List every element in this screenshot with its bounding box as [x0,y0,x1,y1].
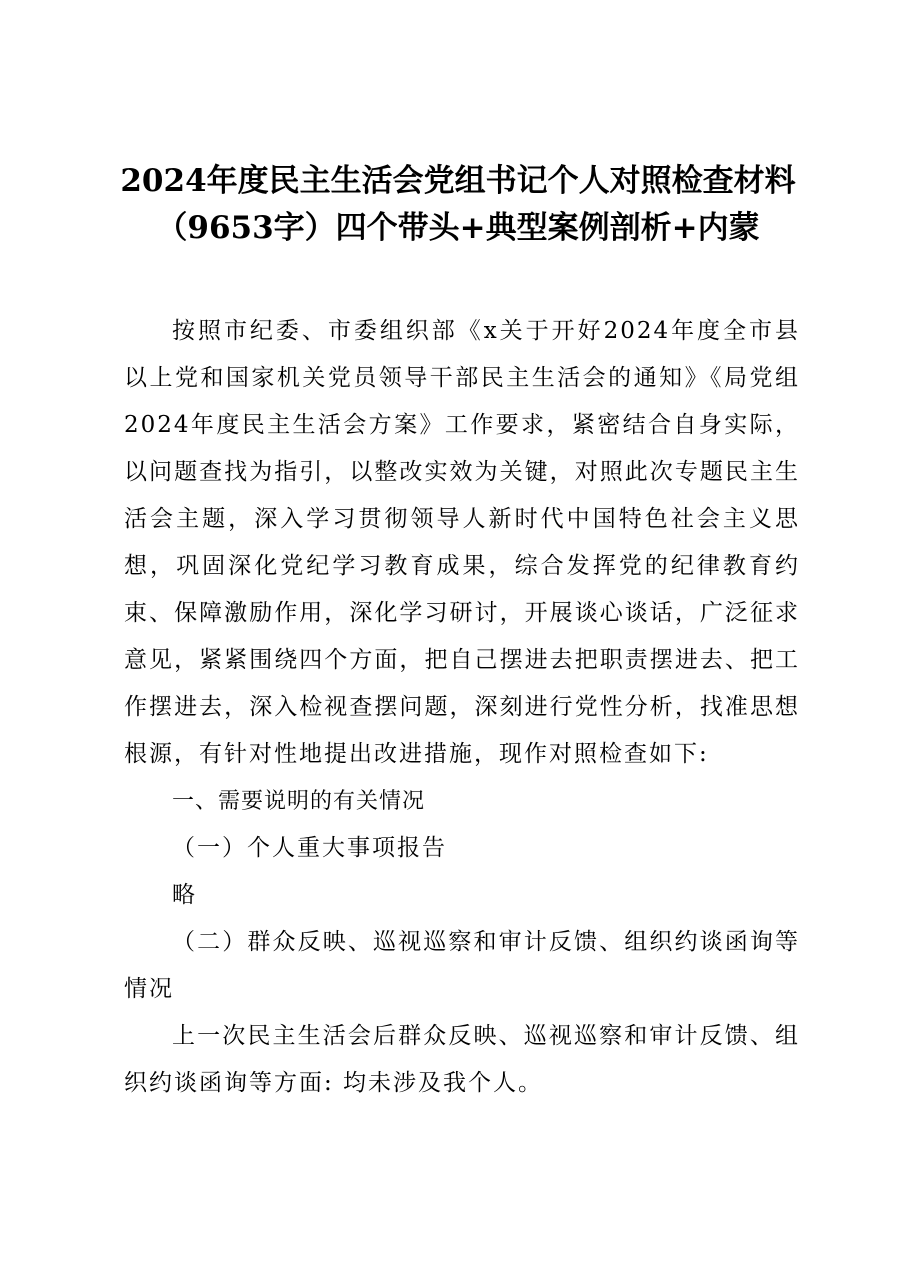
subsection-heading-2: （二）群众反映、巡视巡察和审计反馈、组织约谈函询等情况 [124,929,800,1002]
document-title: 2024年度民主生活会党组书记个人对照检查材料（9653字）四个带头+典型案例剖析+内蒙 [120,163,796,246]
subsection-body-2: 上一次民主生活会后群众反映、巡视巡察和审计反馈、组织约谈函询等方面: 均未涉及我个人。 [124,1023,800,1096]
section-heading: 一、需要说明的有关情况 [172,789,426,814]
intro-paragraph: 按照市纪委、市委组织部《x关于开好2024年度全市县以上党和国家机关党员领导干部民主生活会的通知》《局党组2024年度民主生活会方案》工作要求，紧密结合自身实际，以问题查找为指引，以整改实效为关键，对照此次专题民主生活会主题，深入学习贯彻领导人新时代中国特色社会主义思想，巩固深化党纪学习教育成果，综合发挥党的纪律教育约束、保障激励作用，深化学习研讨，开展谈心谈话，广泛征求意见，紧紧围绕四个方面，把自己摆进去把职责摆进去、把工作摆进去，深入检视查摆问题，深刻进行党性分析，找准思想根源，有针对性地提出改进措施，现作对照检查如下: [124,318,800,767]
document-body [124,308,800,1107]
subsection-heading-1: （一）个人重大事项报告 [172,835,447,861]
subsection-body-1: 略 [172,882,197,908]
